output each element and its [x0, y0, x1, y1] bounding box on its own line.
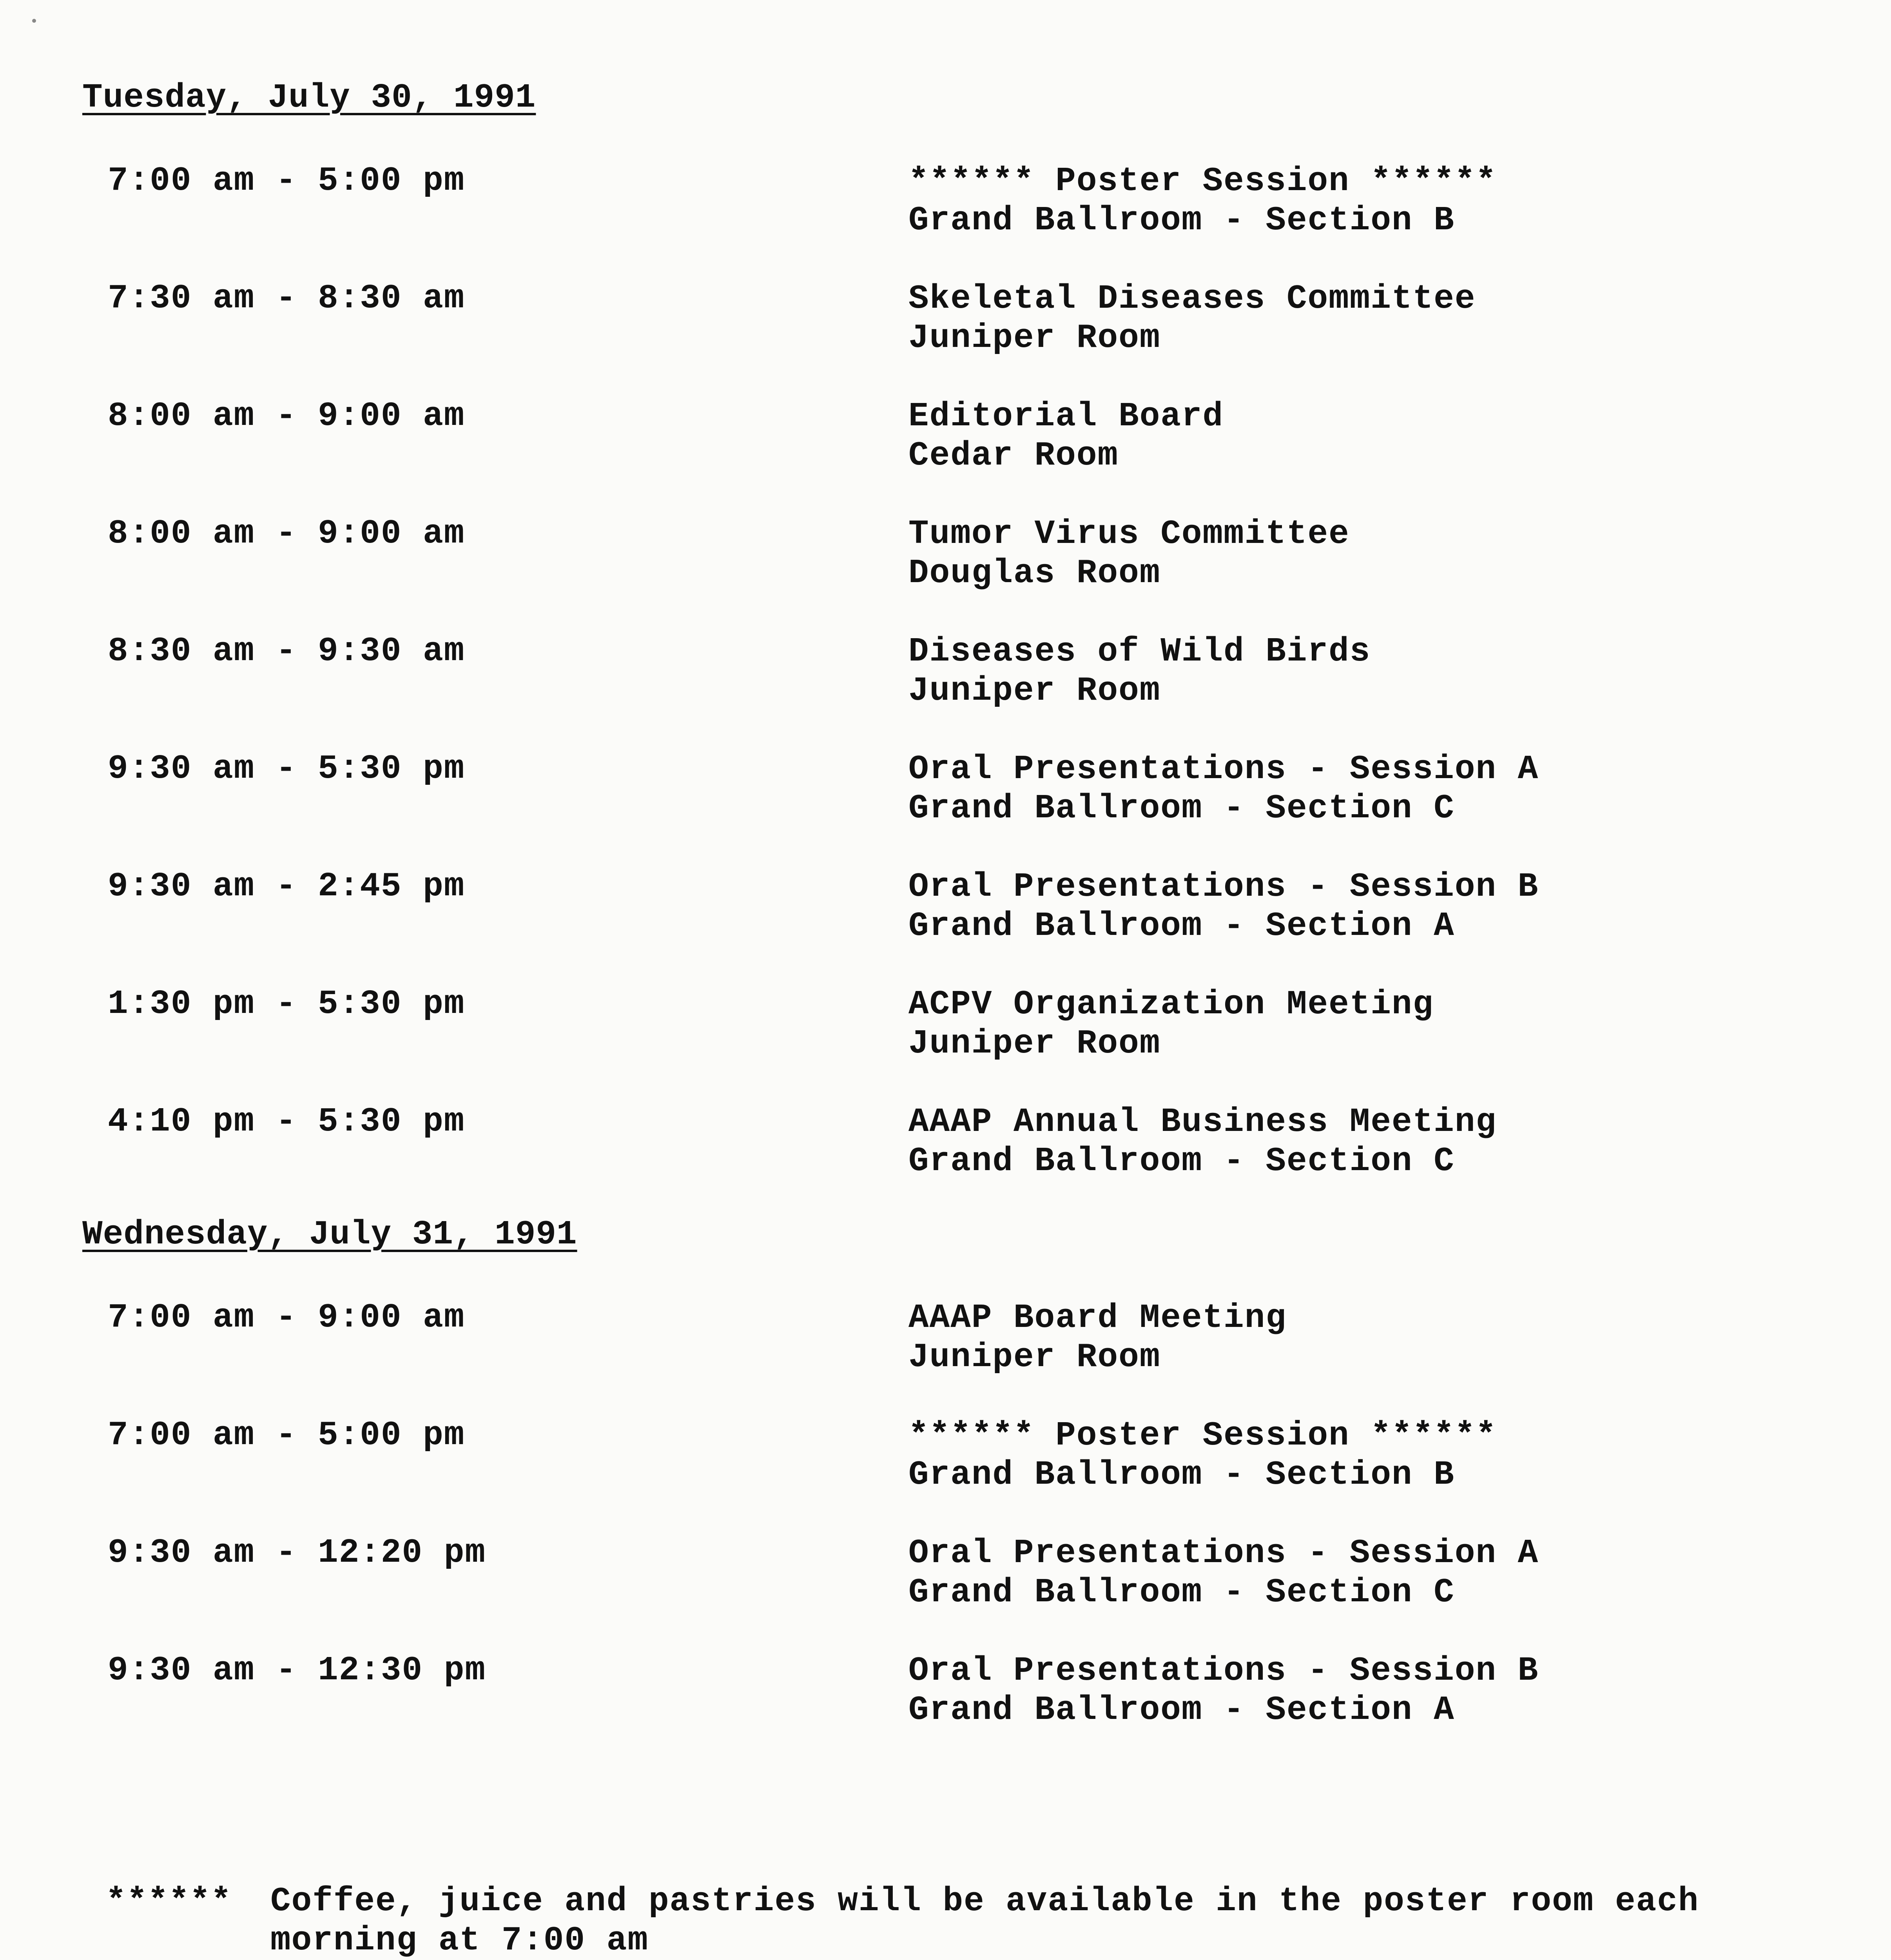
- schedule-event: [908, 1298, 1287, 1377]
- event-location: Juniper Room: [908, 1338, 1161, 1376]
- event-location: Cedar Room: [908, 436, 1119, 475]
- schedule-event: [908, 514, 1350, 593]
- schedule-time: 8:00 am - 9:00 am: [108, 397, 465, 435]
- event-title: Skeletal Diseases Committee: [908, 279, 1476, 318]
- event-title: Oral Presentations - Session A: [908, 750, 1539, 788]
- event-title: Tumor Virus Committee: [908, 515, 1350, 553]
- event-title: ****** Poster Session ******: [908, 162, 1497, 200]
- schedule-time: 8:30 am - 9:30 am: [108, 632, 465, 670]
- event-title: AAAP Annual Business Meeting: [908, 1103, 1497, 1141]
- footnote-marker: ******: [106, 1882, 232, 1920]
- event-location: Grand Ballroom - Section C: [908, 1142, 1455, 1180]
- schedule-event: [908, 750, 1539, 828]
- schedule-time: 9:30 am - 5:30 pm: [108, 750, 465, 788]
- event-title: ACPV Organization Meeting: [908, 985, 1434, 1024]
- event-title: Oral Presentations - Session B: [908, 1651, 1539, 1690]
- schedule-time: 7:00 am - 9:00 am: [108, 1298, 465, 1337]
- event-title: Editorial Board: [908, 397, 1224, 436]
- schedule-event: [908, 632, 1371, 710]
- event-location: Grand Ballroom - Section B: [908, 201, 1455, 240]
- schedule-time: 9:30 am - 12:30 pm: [108, 1651, 486, 1690]
- paper-speck: [32, 19, 36, 23]
- tuesday-heading: Tuesday, July 30, 1991: [82, 78, 536, 117]
- event-title: Oral Presentations - Session B: [908, 867, 1539, 906]
- schedule-time: 7:00 am - 5:00 pm: [108, 1416, 465, 1454]
- schedule-time: 7:30 am - 8:30 am: [108, 279, 465, 318]
- event-location: Juniper Room: [908, 319, 1161, 357]
- schedule-time: 4:10 pm - 5:30 pm: [108, 1102, 465, 1141]
- footnote-line-2: morning at 7:00 am: [270, 1921, 649, 1960]
- event-location: Grand Ballroom - Section C: [908, 1573, 1455, 1612]
- schedule-time: 9:30 am - 12:20 pm: [108, 1534, 486, 1572]
- schedule-time: 8:00 am - 9:00 am: [108, 514, 465, 553]
- event-location: Douglas Room: [908, 554, 1161, 592]
- event-location: Grand Ballroom - Section A: [908, 1691, 1455, 1729]
- schedule-event: [908, 867, 1539, 946]
- schedule-event: [908, 1651, 1539, 1730]
- schedule-event: [908, 1102, 1497, 1181]
- schedule-event: [908, 162, 1497, 240]
- footnote-text: Coffee, juice and pastries will be available in the poster room each: [270, 1882, 1699, 1920]
- schedule-time: 1:30 pm - 5:30 pm: [108, 985, 465, 1023]
- event-location: Grand Ballroom - Section A: [908, 907, 1455, 945]
- schedule-time: 7:00 am - 5:00 pm: [108, 162, 465, 200]
- event-title: AAAP Board Meeting: [908, 1299, 1287, 1337]
- schedule-event: [908, 1416, 1497, 1494]
- schedule-time: 9:30 am - 2:45 pm: [108, 867, 465, 906]
- schedule-event: [908, 397, 1224, 475]
- schedule-event: [908, 279, 1476, 358]
- schedule-event: [908, 985, 1434, 1063]
- event-location: Juniper Room: [908, 1024, 1161, 1063]
- event-title: ****** Poster Session ******: [908, 1416, 1497, 1455]
- event-title: Oral Presentations - Session A: [908, 1534, 1539, 1572]
- event-location: Juniper Room: [908, 671, 1161, 710]
- schedule-event: [908, 1534, 1539, 1612]
- wednesday-heading: Wednesday, July 31, 1991: [82, 1215, 577, 1254]
- event-location: Grand Ballroom - Section B: [908, 1455, 1455, 1494]
- footnote: [106, 1882, 1699, 1960]
- event-location: Grand Ballroom - Section C: [908, 789, 1455, 828]
- event-title: Diseases of Wild Birds: [908, 632, 1371, 671]
- footnote-line-1: [106, 1882, 1699, 1921]
